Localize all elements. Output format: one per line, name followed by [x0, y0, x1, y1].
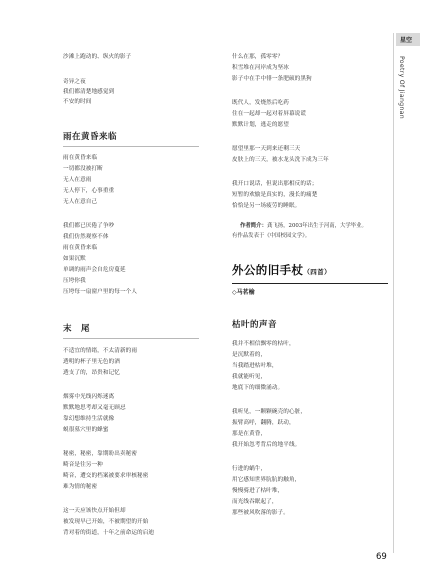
poem-line: 我听见，一颗颗碗壳的心脏， [232, 409, 307, 415]
poem-line: 我开始忽考背后的地平线。 [232, 442, 301, 448]
poem-line: 无人在意自己 [63, 199, 98, 205]
poem-line: 影子中在手中徘一条肥硕的黑狗 [232, 76, 312, 82]
poem-line: 沙滩上跑动的、纵火的影子 [63, 54, 132, 60]
poem-line: 默默地思考却又毫无顾忌 [63, 405, 126, 411]
poem-line: 不安的时间 [63, 99, 92, 105]
poem-line: 我们仿然观察不体 [63, 234, 109, 240]
poem-line: 透支了的，昂贵和记忆 [63, 370, 120, 376]
sidebar-rule [393, 33, 394, 553]
poem-line: 背对着的街道，十年之前命运的启迪 [63, 530, 155, 536]
poem-line: 靠幻想维持生活就像 [63, 416, 115, 422]
poem-line: 透明的杯子里无色的酒 [63, 359, 120, 365]
author-bio-text: 龚飞扬，2003年出生于河南，大学毕业。 [266, 223, 367, 229]
poem-line: 当我踏进枯叶堆， [232, 363, 278, 369]
poem-line: 我们都已厌倦了争吵 [63, 223, 115, 229]
poem-line: 蜕很墓穴里的蜂蜜 [63, 427, 109, 433]
poem-line: 压垮每一扇窗户里的每一个人 [63, 289, 138, 295]
feature-title-text: 外公的旧手杖 [232, 263, 304, 277]
poem-line: 住在一起却一起对着屏幕说谎 [232, 111, 307, 117]
poem-line: 积雪堆在河岸成为坚冰 [232, 65, 289, 71]
author-label: 作者简介： [240, 223, 267, 229]
section-title: 末 尾 [63, 324, 91, 334]
poem-line: 烟雾中光线闪烁迷离 [63, 394, 115, 400]
poem-line: 秘密，秘密，靠期盼出卖秘密 [63, 451, 138, 457]
author-bio-line [240, 223, 367, 230]
section-divider [63, 338, 199, 339]
poem-line: 难为情的秘密 [63, 484, 98, 490]
poem-line: 用它感知世界肮肮的触角， [232, 477, 301, 483]
author-bio-line: 有作品发表于《中国校园文学》。 [232, 233, 311, 239]
poem-line: 畸音是往另一种 [63, 462, 103, 468]
poem-line: 默默计划，逃走的愿望 [232, 122, 289, 128]
feature-title-suffix: （四首） [303, 268, 332, 276]
poem-line: 行进的蜗牛， [232, 466, 267, 472]
poem-line: 被发现早已开始，不被期望的开始 [63, 519, 149, 525]
poem-line: 雨在黄昏来临 [63, 155, 98, 161]
poem-line: 我就能听见， [232, 374, 267, 380]
poem-line: 我并不相信飘零的枯叶， [232, 341, 295, 347]
poem-line: 振臂高呼，翻腾，跃动， [232, 420, 295, 426]
poem-line: 愿望里那一天到来还剩三天 [232, 146, 301, 152]
poem-line: 压垮你我 [63, 278, 86, 284]
poem-line: 我们都清楚地感觉到 [63, 89, 115, 95]
poem-line: 既代人，发烧然后吃药 [232, 100, 289, 106]
poem-line: 这一天应该快点开始但却 [63, 508, 126, 514]
poem-line: 如果沉默 [63, 256, 86, 262]
poem-line: 是沉默着的， [232, 352, 267, 358]
poem-line: 无人停下，心事重重 [63, 188, 115, 194]
poem-line: 那是在黄昏， [232, 431, 267, 437]
section-divider [63, 146, 199, 147]
poem-line: 畸音，遭交的档案被要求审核秘密 [63, 473, 149, 479]
poem-line: 奇异之夜 [63, 79, 86, 85]
poem-line: 雨在黄昏来临 [63, 245, 98, 251]
poem-title: 枯叶的声音 [232, 320, 278, 330]
page-number: 69 [376, 552, 387, 562]
author-byline: ◇马茗榆 [232, 289, 255, 296]
feature-divider [232, 283, 388, 284]
poem-line: 我开口说话，但说出那相反的话； [232, 181, 318, 187]
poem-line: 一切都没被打断 [63, 166, 103, 172]
poem-line: 不适宜的情绪，不太清新的雨 [63, 348, 138, 354]
poem-line: 无人在意雨 [63, 177, 92, 183]
sidebar-label: 星空 [400, 37, 413, 44]
poem-line: 短暂的欢愉是真实的，漫长的痛楚 [232, 192, 318, 198]
poem-line: 恰恰是另一场疲劳的睡眠。 [232, 203, 301, 209]
sidebar-vertical-title: Poetry Of Jiangnan [398, 56, 405, 119]
section-title: 雨在黄昏来临 [63, 132, 118, 142]
poem-line: 地底下的细微涌动。 [232, 385, 284, 391]
poem-line: 那些被风吹落的影子。 [232, 510, 289, 516]
feature-title [232, 262, 331, 278]
poem-line: 慢慢骑进了枯叶堆， [232, 488, 284, 494]
poem-line: 皮肤上的三天，被水龙头洗下成为三年 [232, 157, 329, 163]
poem-line: 而光线吞眠起了， [232, 499, 278, 505]
poem-line: 什么在那，孤零零？ [232, 54, 284, 60]
poem-line: 单调的雨声会自危房蔓延 [63, 267, 126, 273]
